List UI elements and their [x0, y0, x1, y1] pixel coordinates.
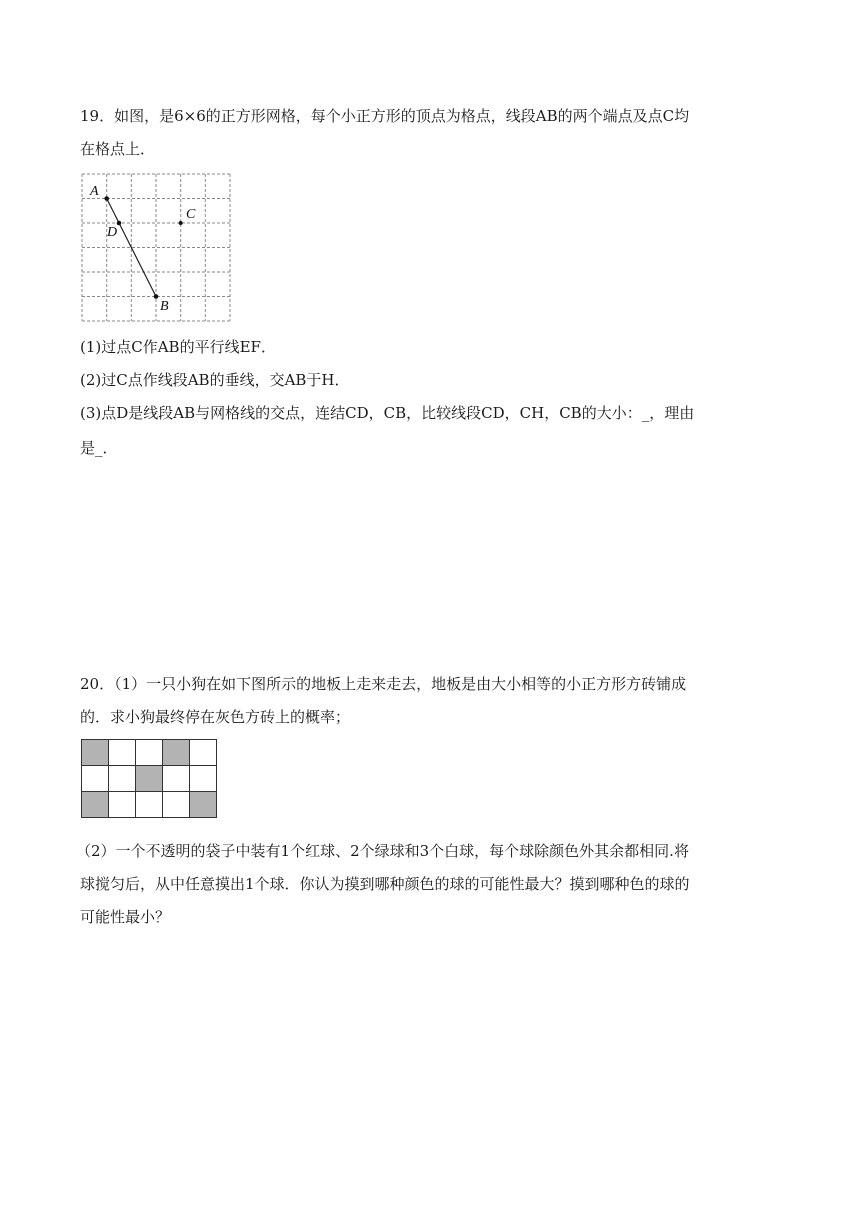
label-d: D: [107, 225, 118, 240]
label-b: B: [160, 299, 169, 314]
point-d: [117, 221, 122, 226]
gray-tile: [163, 740, 190, 766]
tile-row: [82, 740, 217, 766]
q20-part2-line2: 球搅匀后，从中任意摸出1个球．你认为摸到哪种颜色的球的可能性最大？摸到哪种色的球的: [80, 875, 690, 893]
white-tile: [136, 792, 163, 818]
white-tile: [136, 740, 163, 766]
gray-tile: [190, 792, 217, 818]
floor-tile-grid: [81, 739, 217, 818]
white-tile: [163, 766, 190, 792]
grid-lines: [82, 174, 230, 321]
gray-tile: [82, 740, 109, 766]
white-tile: [163, 792, 190, 818]
white-tile: [82, 766, 109, 792]
q20-stem-line1: 20．（1）一只小狗在如下图所示的地板上走来走去，地板是由大小相等的小正方形方砖铺成: [80, 675, 687, 693]
tile-row: [82, 792, 217, 818]
q19-stem-line1: 19．如图，是6×6的正方形网格，每个小正方形的顶点为格点，线段AB的两个端点及点C均: [80, 107, 690, 125]
q19-part2: (2)过C点作线段AB的垂线，交AB于H．: [80, 371, 350, 389]
point-c: [179, 221, 183, 225]
white-tile: [109, 766, 136, 792]
point-a: [104, 196, 109, 201]
q20-part2-line1: （2）一个不透明的袋子中装有1个红球、2个绿球和3个白球，每个球除颜色外其余都相同.将: [76, 842, 689, 860]
tile-row: [82, 766, 217, 792]
q19-grid-figure: [80, 172, 236, 324]
white-tile: [190, 740, 217, 766]
white-tile: [190, 766, 217, 792]
gray-tile: [136, 766, 163, 792]
white-tile: [109, 740, 136, 766]
gray-tile: [82, 792, 109, 818]
q19-stem-line2: 在格点上．: [80, 140, 156, 158]
label-c: C: [186, 207, 196, 222]
q19-part3-line2: 是_．: [80, 439, 118, 457]
q19-part3-line1: (3)点D是线段AB与网格线的交点，连结CD，CB，比较线段CD，CH，CB的大小：_，理由: [80, 404, 695, 422]
q20-part2-line3: 可能性最小？: [80, 908, 171, 926]
q19-part1: (1)过点C作AB的平行线EF．: [80, 338, 276, 356]
white-tile: [109, 792, 136, 818]
q20-stem-line2: 的．求小狗最终停在灰色方砖上的概率；: [80, 708, 351, 726]
label-a: A: [90, 184, 99, 199]
point-b: [154, 294, 159, 299]
